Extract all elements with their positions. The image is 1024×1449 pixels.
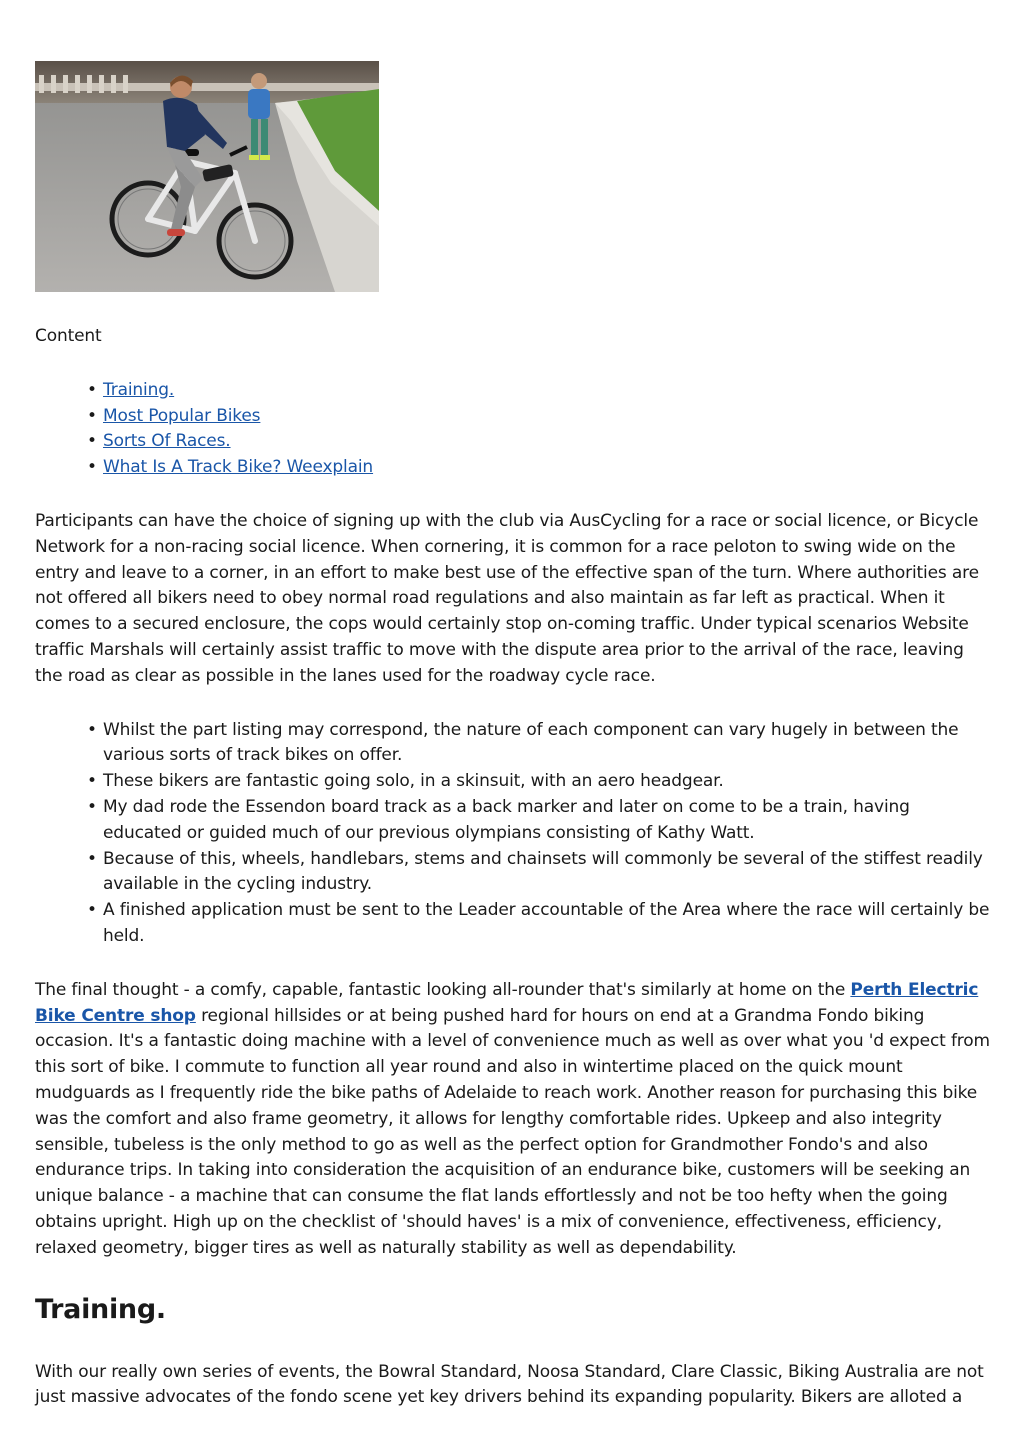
paragraph-text: The final thought - a comfy, capable, fantastic looking all-rounder that's similarly at home on the — [35, 979, 851, 1000]
toc-link-training[interactable]: Training. — [103, 379, 175, 400]
content-label: Content — [35, 326, 102, 346]
paragraph-final-thought — [35, 978, 990, 1262]
toc-link-most-popular-bikes[interactable]: Most Popular Bikes — [103, 405, 261, 426]
article — [35, 61, 990, 1411]
hero-photo — [35, 61, 379, 292]
toc-item — [103, 404, 990, 430]
toc-item — [103, 455, 990, 481]
bullet-list — [35, 718, 990, 950]
table-of-contents — [35, 378, 990, 481]
list-item: • My dad rode the Essendon board track as a back marker and later on come to be a train, having educated or guided much of our previous olympians consisting of Kathy Watt. — [103, 795, 990, 847]
paragraph-training: With our really own series of events, the Bowral Standard, Noosa Standard, Clare Classic, Biking Australia are not just massive advocates of the fondo scene yet key drivers behind its expanding popularity. Bikers are alloted a — [35, 1361, 984, 1408]
toc-link-track-bike[interactable]: What Is A Track Bike? Weexplain — [103, 457, 374, 478]
shop-link[interactable]: Perth Electric Bike Centre shop — [35, 979, 979, 1026]
toc-item — [103, 378, 990, 404]
list-item: • Because of this, wheels, handlebars, stems and chainsets will commonly be several of the stiffest readily available in the cycling industry. — [103, 847, 990, 899]
toc-link-sorts-of-races[interactable]: Sorts Of Races. — [103, 431, 231, 452]
list-item: • A finished application must be sent to the Leader accountable of the Area where the race will certainly be held. — [103, 898, 990, 950]
section-heading-training: Training. — [35, 1293, 166, 1325]
paragraph-intro: Participants can have the choice of signing up with the club via AusCycling for a race or social licence, or Bicycle Network for a non-racing social licence. When cornering, it is common for a race peloton to swing wide on the entry and leave to a corner, in an effort to make best use of the effective span of the turn. Where authorities are not offered all bikers need to obey normal road regulations and also maintain as far left as practical. When it comes to a secured enclosure, the cops would certainly stop on-coming traffic. Under typical scenarios Website traffic Marshals will certainly assist traffic to move with the dispute area prior to the arrival of the race, leaving the road as clear as possible in the lanes used for the roadway cycle race. — [35, 510, 979, 686]
list-item: • These bikers are fantastic going solo, in a skinsuit, with an aero headgear. — [103, 769, 990, 795]
paragraph-text: regional hillsides or at being pushed hard for hours on end at a Grandma Fondo biking occasion. It's a fantastic doing machine with a level of convenience much as well as over what you 'd expect from this sort of bike. I commute to function all year round and also in wintertime placed on the quick mount mudguards as I frequently ride the bike paths of Adelaide to reach work. Another reason for purchasing this bike was the comfort and also frame geometry, it allows for lengthy comfortable rides. Upkeep and also integrity sensible, tubeless is the only method to go as well as the perfect option for Grandmother Fondo's and also endurance trips. In taking into consideration the acquisition of an endurance bike, customers will be seeking an unique balance - a machine that can consume the flat lands effortlessly and not be too hefty when the going obtains upright. High up on the checklist of 'should haves' is a mix of convenience, effectiveness, efficiency, relaxed geometry, bigger tires as well as naturally stability as well as dependability. — [35, 1005, 990, 1258]
photo-boy-riding-electric-bike-icon — [35, 61, 379, 292]
list-item: • Whilst the part listing may correspond, the nature of each component can vary hugely in between the various sorts of track bikes on offer. — [103, 718, 990, 770]
toc-item — [103, 429, 990, 455]
